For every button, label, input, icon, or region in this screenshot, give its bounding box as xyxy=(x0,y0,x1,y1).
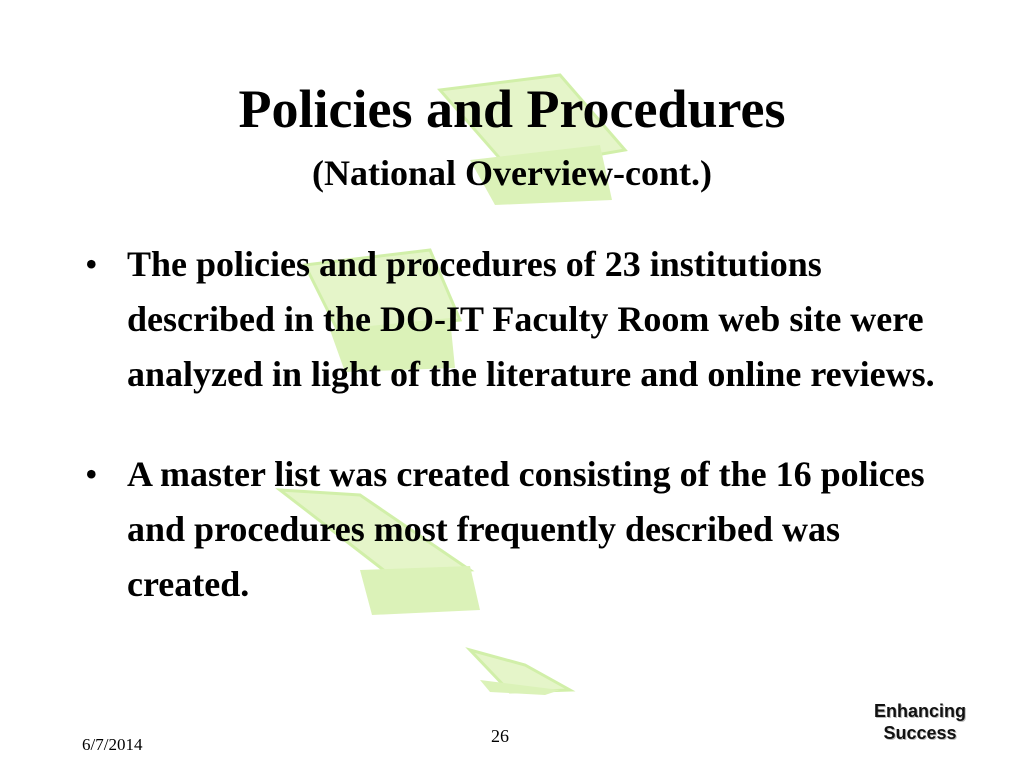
footer-brand-line1: Enhancing xyxy=(873,701,966,721)
bullet-dot-icon: • xyxy=(85,244,98,284)
bullet-text: A master list was created consisting of the 16 polices and procedures most frequently described was created. xyxy=(127,454,925,604)
footer-brand xyxy=(850,700,990,744)
bullet-list xyxy=(85,237,955,612)
slide-subtitle: (National Overview-cont.) xyxy=(312,153,712,193)
footer-date: 6/7/2014 xyxy=(82,735,143,754)
bullet-dot-icon: • xyxy=(85,454,98,494)
bullet-text: The policies and procedures of 23 institutions described in the DO-IT Faculty Room web site were analyzed in light of the literature and online reviews. xyxy=(127,244,935,394)
bullet-item xyxy=(85,447,955,612)
footer-brand-line2: Success xyxy=(883,723,957,743)
slide-title: Policies and Procedures xyxy=(238,79,786,139)
page-number: 26 xyxy=(491,726,509,746)
bullet-item xyxy=(85,237,955,402)
